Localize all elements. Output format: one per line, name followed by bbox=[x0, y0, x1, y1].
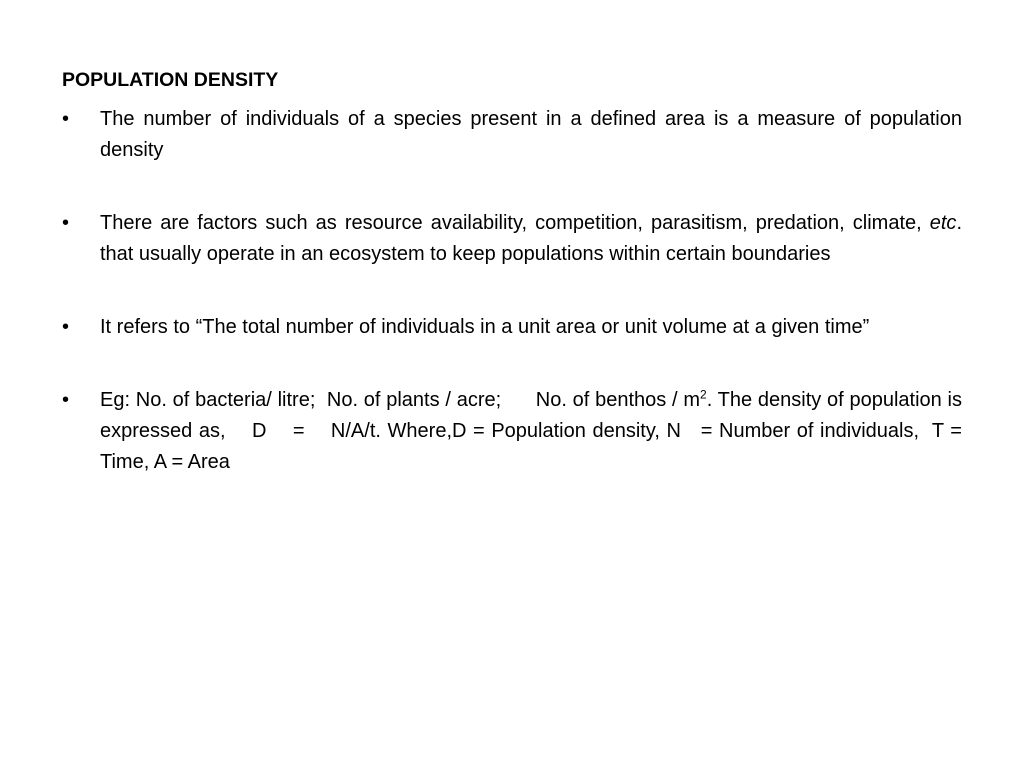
bullet-item bbox=[62, 208, 962, 270]
bullet-text: It refers to “The total number of individuals in a unit area or unit volume at a given time” bbox=[100, 316, 870, 338]
bullet-list bbox=[62, 104, 968, 478]
bullet-item bbox=[62, 104, 962, 166]
bullet-text-part: Eg: No. of bacteria/ litre; No. of plants / acre; No. of benthos / m bbox=[100, 389, 701, 411]
bullet-text-part: . The density of population is expressed as, D = N/A/t. Where,D = Population density, N = Number of individuals, T = Time, A = Area bbox=[100, 389, 968, 473]
bullet-item bbox=[62, 385, 968, 478]
bullet-item bbox=[62, 312, 962, 343]
bullet-text bbox=[100, 212, 962, 265]
bullet-dot-icon: • bbox=[62, 389, 70, 411]
bullet-dot-icon: • bbox=[62, 108, 70, 130]
bullet-dot-icon: • bbox=[62, 212, 70, 234]
superscript-exponent: 2 bbox=[700, 387, 707, 402]
slide-title: POPULATION DENSITY bbox=[62, 69, 279, 91]
bullet-text-part: . that usually operate in an ecosystem to keep populations within certain boundaries bbox=[100, 212, 962, 265]
bullet-text-italic: etc bbox=[929, 212, 957, 234]
bullet-text-part: There are factors such as resource availability, competition, parasitism, predation, climate, bbox=[100, 212, 930, 234]
bullet-dot-icon: • bbox=[62, 316, 70, 338]
bullet-text bbox=[100, 389, 968, 473]
bullet-text: The number of individuals of a species present in a defined area is a measure of population density bbox=[100, 108, 962, 161]
